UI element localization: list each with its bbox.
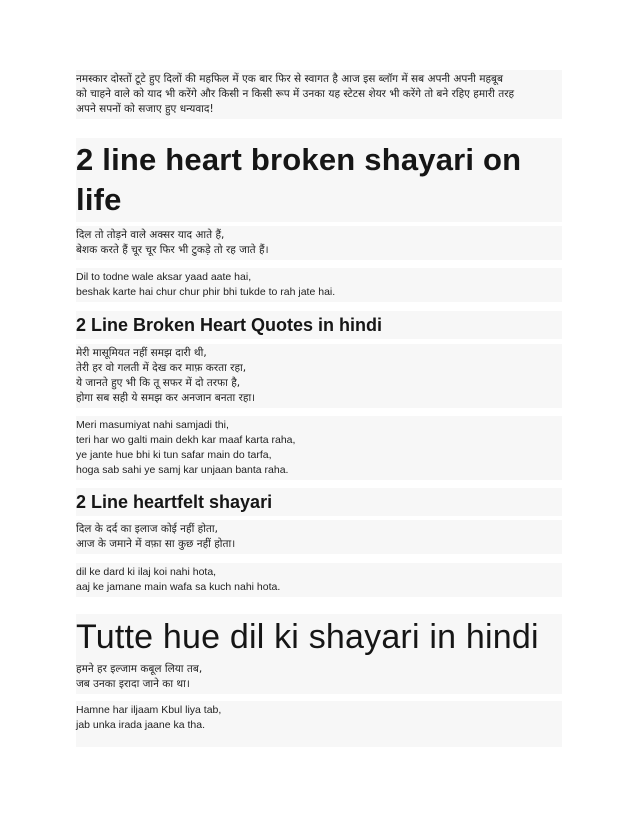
shayari-roman-1: Dil to todne wale aksar yaad aate hai, beshak karte hai chur chur phir bhi tukde to rah jate hai.: [76, 268, 562, 302]
shayari-hindi-3: दिल के दर्द का इलाज कोई नहीं होता, आज के जमाने में वफ़ा सा कुछ नहीं होता।: [76, 520, 562, 554]
shayari-hindi-2: मेरी मासूमियत नहीं समझ दारी थी, तेरी हर वो गलती में देख कर माफ़ करता रहा, ये जानते हुए भी कि तू सफर में दो तरफा है, होगा सब सही ये समझ कर अनजान बनता रहा।: [76, 344, 562, 408]
intro-line: नमस्कार दोस्तों टूटे हुए दिलों की महफिल में एक बार फिर से स्वागत है आज इस ब्लॉग में सब अपनी अपनी महबूब: [76, 73, 504, 85]
shayari-roman-3: dil ke dard ki ilaj koi nahi hota, aaj ke jamane main wafa sa kuch nahi hota.: [76, 563, 562, 597]
section-heading-1: 2 line heart broken shayari on life: [76, 138, 562, 222]
shayari-hindi-1: दिल तो तोड़ने वाले अक्सर याद आते हैं, बेशक करते हैं चूर चूर फिर भी टुकड़े तो रह जाते हैं।: [76, 226, 562, 260]
section-heading-2: 2 Line Broken Heart Quotes in hindi: [76, 311, 562, 339]
shayari-roman-2: Meri masumiyat nahi samjadi thi, teri har wo galti main dekh kar maaf karta raha, ye jante hue bhi ki tun safar main do tarfa, hoga sab sahi ye samj kar unjaan banta raha.: [76, 416, 562, 480]
intro-paragraph: [76, 70, 562, 119]
intro-line: अपने सपनों को सजाए हुए धन्यवाद!: [76, 103, 214, 115]
section-heading-4: Tutte hue dil ki shayari in hindi: [76, 614, 562, 660]
shayari-roman-4: Hamne har iljaam Kbul liya tab, jab unka irada jaane ka tha.: [76, 701, 562, 747]
intro-line: को चाहने वाले को याद भी करेंगे और किसी न किसी रूप में उनका यह स्टेटस शेयर भी करेंगे तो बने रहिए हमारी तरह: [76, 88, 515, 100]
section-heading-3: 2 Line heartfelt shayari: [76, 488, 562, 516]
shayari-hindi-4: हमने हर इल्जाम कबूल लिया तब, जब उनका इरादा जाने का था।: [76, 660, 562, 694]
